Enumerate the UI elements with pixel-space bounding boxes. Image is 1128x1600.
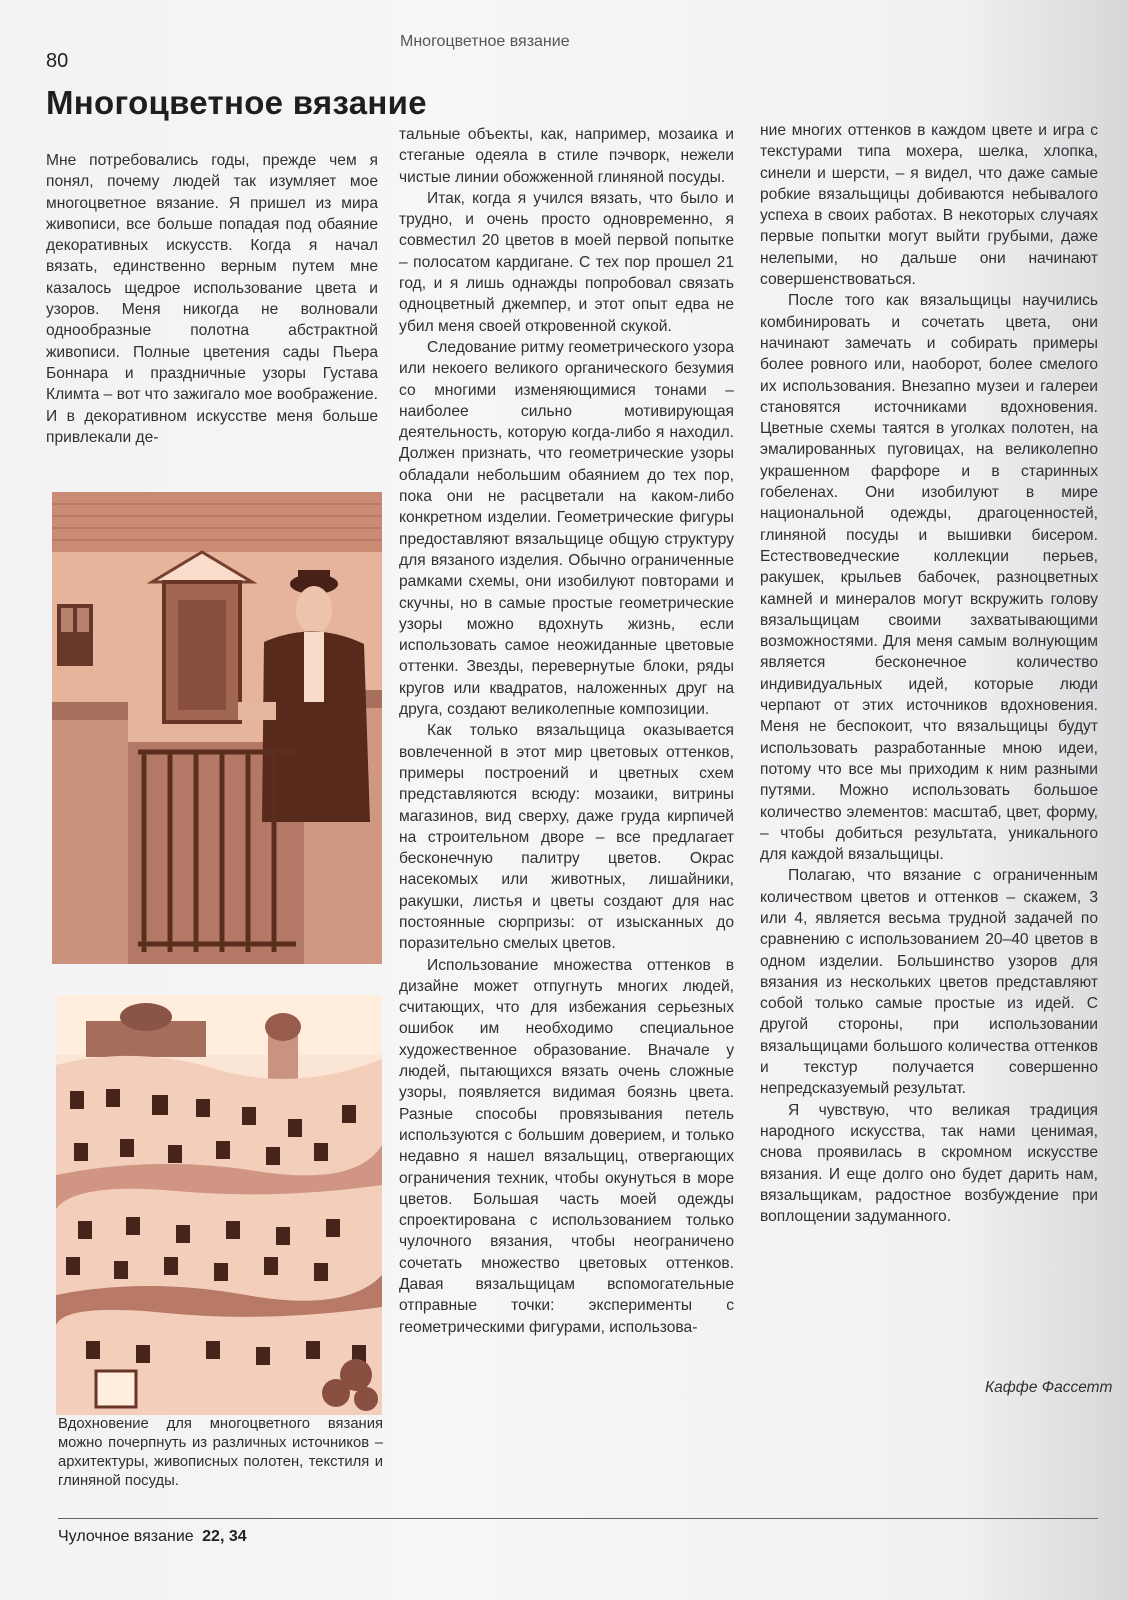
text-column-2: [399, 124, 734, 1534]
running-head: Многоцветное вязание: [400, 33, 570, 50]
paragraph: Мне потребовались годы, прежде чем я понял, почему людей так изумляет мое многоцветное вязание. Я пришел из мира живописи, все больше попадая под обаяние декоративных искусств. Когда я начал вязать, единственно верным путем мне казалось щедрое использование цвета и узоров. Меня никогда не волновали однообразные полотна абстрактной живописи. Полные цветения сады Пьера Боннара и праздничные узоры Густава Климта – вот что зажигало мое воображение. И в декоративном искусстве меня больше привлекали де-: [46, 152, 378, 446]
paragraph: Полагаю, что вязание с ограниченным количеством цветов и оттенков – скажем, 3 или 4, является весьма трудной задачей по сравнению с использованием 20–40 цветов в одном изделии. Большинство узоров для вязания из нескольких цветов представляют собой только самые простые из идей. С другой стороны, при использовании вязальщицами большого количества оттенков и текстур получается совершенно непредсказуемый результат.: [760, 867, 1098, 1098]
paragraph: Итак, когда я учился вязать, что было и трудно, и очень просто одновременно, я совместил 20 цветов в моей первой попытке – полосатом кардигане. С тех пор прошел 21 год, и я лишь однажды попробовал связать одноцветный джемпер, и этот опыт едва не убил меня своей откровенной скукой.: [399, 189, 734, 335]
page-number: 80: [46, 50, 69, 72]
paragraph: Следование ритму геометрического узора или некоего великого органического безумия со многими изменяющимися тонами – наиболее сильно мотивирующая деятельность, которую когда-либо я находил. Должен признать, что геометрические узоры обладали небольшим обаянием до тех пор, пока они не расцветали на каком-либо конкретном изделии. Геометрические фигуры предоставляют вязальщице общую структуру для вязаного изделия. Обычно ограниченные рамками схемы, они изобилуют повторами и скучны, но в самые простые геометрические узоры можно вдохнуть жизнь, если использовать самое неожиданные цветовые оттенки. Звезды, перевернутые блоки, ряды кругов или квадратов, наложенных друг на друга, создают великолепные композиции.: [399, 338, 734, 719]
text-column-3: [760, 120, 1098, 1420]
author-signature: Каффе Фассетт: [985, 1379, 1113, 1396]
paragraph: ние многих оттенков в каждом цвете и игра с текстурами типа мохера, шелка, хлопка, синели и шерсти, – я видел, что даже самые робкие вязальщицы добиваются небывалого успеха в своих работах. В некоторых случаях первые попытки могут выйти грубыми, даже нелепыми, но дальше они начинают совершенствоваться.: [760, 122, 1098, 289]
text-column-1: [46, 150, 378, 450]
paragraph: После того как вязальщицы научились комбинировать и сочетать цвета, они начинают замечать и собирать примеры более ровного или, наоборот, более смелого их использования. Внезапно музеи и галереи становятся источниками вдохновения. Цветные схемы таятся в уголках полотен, на эмалированных пуговицах, на великолепно украшенном фарфоре и в старинных гобеленах. Они изобилуют в мире национальной одежды, драгоценностей, глиняной посуды и вышивки бисером. Естествоведческие коллекции перьев, ракушек, крыльев бабочек, разноцветных камней и минералов могут вскружить голову вязальщицам своими захватывающими возможностями. Для меня самым волнующим является бесконечное количество индивидуальных идей, которые люди черпают от этих источников вдохновения. Меня не беспокоит, что вязальщицы будут использовать разработанные мною идеи, потому что все мы приходим к ним разными путями. Можно использовать большое количество элементов: масштаб, цвет, форму, – чтобы добиться результата, уникального для каждой вязальщицы.: [760, 292, 1098, 864]
article-title: Многоцветное вязание: [46, 84, 427, 121]
footer-pages: 22, 34: [202, 1528, 247, 1545]
photo-building-facade: [56, 995, 382, 1415]
divider: [58, 1518, 1098, 1519]
paragraph: Я чувствую, что великая традиция народного искусства, так нами ценимая, снова проявилась в скромном искусстве вязания. И еще долго оно будет дарить нам, вязальщикам, радостное возбуждение при воплощении задуманного.: [760, 1101, 1098, 1226]
photo-caption: Вдохновение для многоцветного вязания можно почерпнуть из различных источников – архитектуры, живописных полотен, текстиля и глиняной посуды.: [58, 1416, 383, 1489]
footer-label: Чулочное вязание: [58, 1528, 194, 1545]
paragraph: тальные объекты, как, например, мозаика и стеганые одеяла в стиле пэчворк, нежели чистые линии обожженной глиняной посуды.: [399, 126, 734, 186]
paragraph: Как только вязальщица оказывается вовлеченной в этот мир цветовых оттенков, примеры построений и цветных схем представляются всюду: мозаики, витрины магазинов, вид сверху, даже груда кирпичей на строительном дворе – все предлагает бесконечную палитру цветов. Окрас насекомых или животных, лишайники, ракушки, листья и цветы создают для нас постоянные сюрпризы: от изысканных до поразительно смелых цветов.: [399, 722, 734, 953]
photo-man-at-gate: [52, 492, 382, 964]
footer-crossref: [58, 1528, 247, 1546]
paragraph: Использование множества оттенков в дизайне может отпугнуть многих людей, считающих, что для избежания серьезных ошибок им необходимо специальное художественное образование. Вначале у людей, пытающихся вязать очень сложные узоры, появляется видимая боязнь цвета. Разные способы провязывания петель используются с большим доверием, и только недавно я нашел вязальщиц, отвергающих ограничения техник, чтобы окунуться в море цветов. Большая часть моей одежды спроектирована с использованием только чулочного вязания, чтобы неограничено сочетать множество цветовых оттенков. Давая вязальщицам вспомогательные отправные точки: эксперименты с геометрическими фигурами, использова-: [399, 956, 734, 1336]
